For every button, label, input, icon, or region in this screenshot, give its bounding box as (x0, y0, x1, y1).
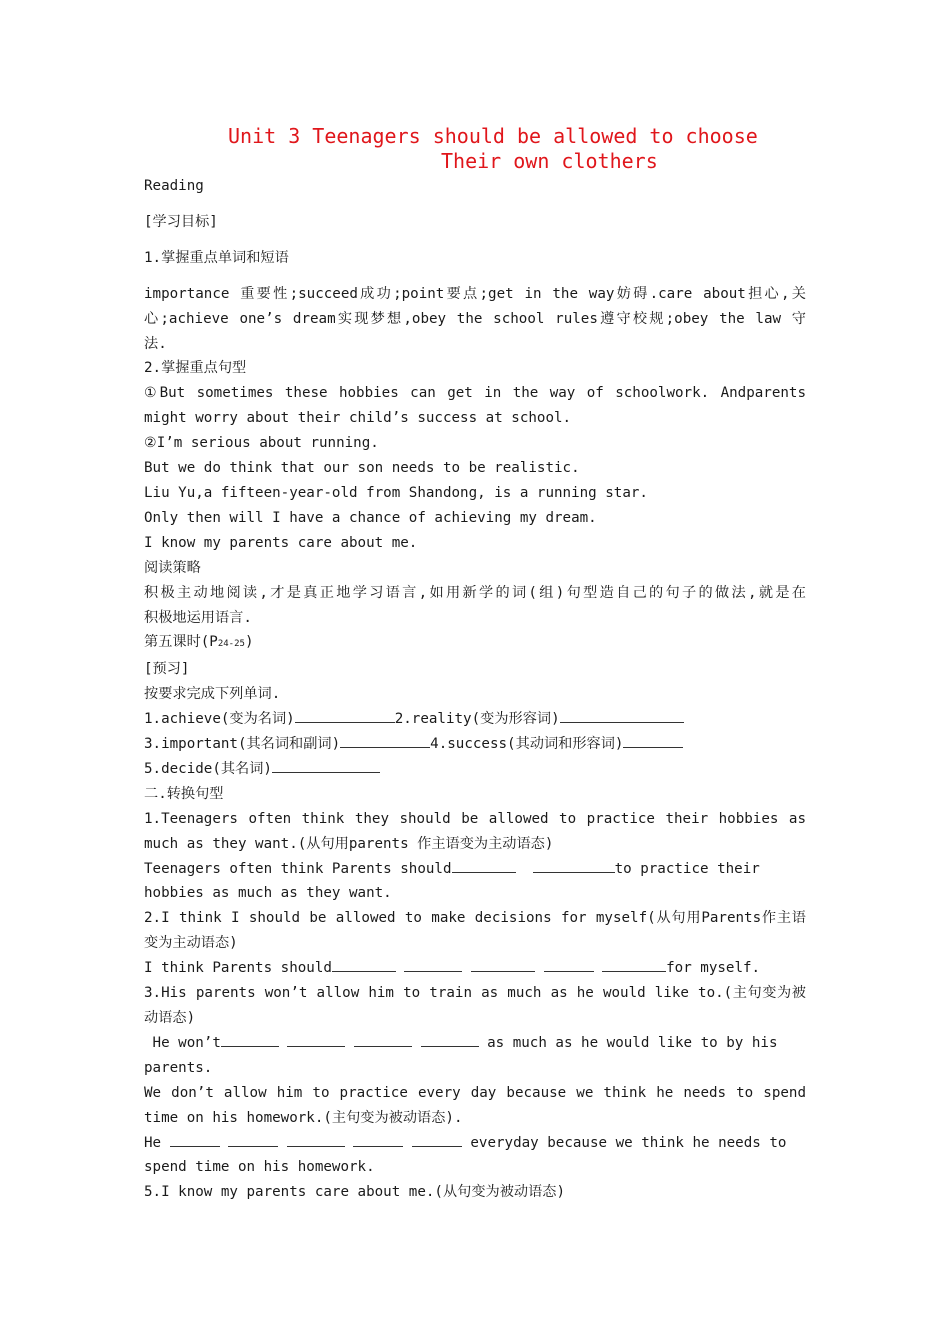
page-title (144, 124, 806, 174)
answer-blank[interactable] (354, 1032, 412, 1047)
answer-blank[interactable] (404, 957, 462, 972)
answer-blank[interactable] (272, 758, 380, 773)
answer-blank[interactable] (602, 957, 666, 972)
exercise-line: He won’t as much as he would like to by his (144, 1031, 806, 1056)
answer-blank[interactable] (228, 1132, 278, 1147)
answer-blank[interactable] (623, 733, 683, 748)
preview-heading: [预习] (144, 661, 190, 678)
exercise-line: 1.achieve(变为名词) 2.reality(变为形容词) (144, 707, 806, 732)
answer-blank[interactable] (170, 1132, 220, 1147)
pattern-line: might worry about their child’s success at school. (144, 410, 572, 427)
exercise-line: spend time on his homework. (144, 1159, 375, 1176)
section-1-heading: 1.掌握重点单词和短语 (144, 249, 289, 266)
pattern-line: ①But sometimes these hobbies can get in the way of schoolwork. Andparents (144, 385, 806, 402)
answer-blank[interactable] (221, 1032, 279, 1047)
lesson-heading: 第五课时(P24-25) (144, 634, 254, 651)
strategy-text: 积极地运用语言. (144, 609, 252, 626)
vocab-line: importance 重要性;succeed成功;point要点;get in the way妨碍.care about担心,关 (144, 285, 806, 302)
answer-blank[interactable] (421, 1032, 479, 1047)
exercise-line: 5.decide(其名词) (144, 757, 806, 782)
answer-blank[interactable] (533, 858, 615, 873)
exercise-line: 2.I think I should be allowed to make decisions for myself(从句用Parents作主语 (144, 910, 806, 927)
exercise-line: 变为主动语态) (144, 935, 238, 952)
exercise-line: 3.important(其名词和副词) 4.success(其动词和形容词) (144, 732, 806, 757)
answer-blank[interactable] (412, 1132, 462, 1147)
vocab-line: 法. (144, 335, 167, 352)
exercise-line: parents. (144, 1059, 213, 1076)
title-line-2: Their own clothers (441, 149, 658, 173)
answer-blank[interactable] (452, 858, 516, 873)
pattern-line: But we do think that our son needs to be realistic. (144, 460, 580, 477)
exercise-line: I think Parents should for myself. (144, 956, 806, 981)
exercise-line: hobbies as much as they want. (144, 885, 392, 902)
answer-blank[interactable] (295, 708, 395, 723)
answer-blank[interactable] (287, 1132, 345, 1147)
title-line-1: Unit 3 Teenagers should be allowed to choose (228, 124, 758, 148)
exercise-line: We don’t allow him to practice every day because we think he needs to spend (144, 1084, 806, 1101)
exercise-line: much as they want.(从句用parents 作主语变为主动语态) (144, 835, 554, 852)
answer-blank[interactable] (560, 708, 684, 723)
exercise-line: time on his homework.(主句变为被动语态). (144, 1109, 463, 1126)
pattern-line: ②I’m serious about running. (144, 435, 379, 452)
pattern-line: Only then will I have a chance of achieving my dream. (144, 509, 597, 526)
task-instruction: 按要求完成下列单词. (144, 686, 281, 703)
exercise-line: 3.His parents won’t allow him to train as much as he would like to.(主句变为被 (144, 985, 806, 1002)
exercise-line: 动语态) (144, 1010, 196, 1026)
pattern-line: I know my parents care about me. (144, 534, 418, 551)
document-page (144, 120, 806, 1205)
strategy-text: 积极主动地阅读,才是真正地学习语言,如用新学的词(组)句型造自己的句子的做法,就是在 (144, 584, 806, 601)
answer-blank[interactable] (340, 733, 430, 748)
answer-blank[interactable] (287, 1032, 345, 1047)
exercise-line: 5.I know my parents care about me.(从句变为被动语态) (144, 1184, 565, 1201)
exercise-line: 1.Teenagers often think they should be allowed to practice their hobbies as (144, 810, 806, 827)
answer-blank[interactable] (544, 957, 594, 972)
reading-label: Reading (144, 178, 204, 194)
vocab-line: 心;achieve one’s dream实现梦想,obey the school rules遵守校规;obey the law 守 (144, 310, 806, 327)
section-heading: 二.转换句型 (144, 785, 224, 802)
answer-blank[interactable] (332, 957, 396, 972)
exercise-line: He everyday because we think he needs to (144, 1131, 806, 1156)
answer-blank[interactable] (353, 1132, 403, 1147)
exercise-line: Teenagers often think Parents should to practice their (144, 857, 806, 882)
section-2-heading: 2.掌握重点句型 (144, 360, 247, 377)
pattern-line: Liu Yu,a fifteen-year-old from Shandong, is a running star. (144, 484, 648, 501)
answer-blank[interactable] (471, 957, 535, 972)
strategy-heading: 阅读策略 (144, 559, 201, 576)
goals-heading: [学习目标] (144, 213, 218, 230)
